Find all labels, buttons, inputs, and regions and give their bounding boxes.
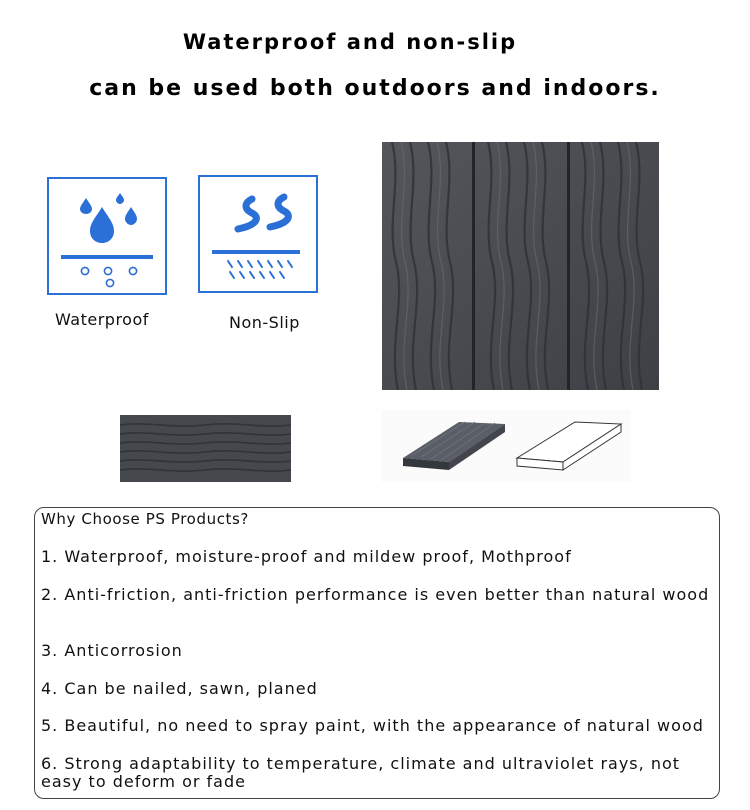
non-slip-label: Non-Slip (229, 313, 300, 332)
wpc-board-surface-image (382, 142, 659, 390)
non-slip-badge (198, 175, 318, 293)
why-item-4: 4. Can be nailed, sawn, planed (41, 679, 318, 698)
waterproof-badge (47, 177, 167, 295)
anti-slip-waves-icon (200, 177, 316, 291)
why-choose-title: Why Choose PS Products? (41, 510, 249, 528)
why-item-5: 5. Beautiful, no need to spray paint, with the appearance of natural wood (41, 716, 704, 735)
why-item-1: 1. Waterproof, moisture-proof and mildew proof, Mothproof (41, 547, 572, 566)
wpc-board-strip-image (120, 415, 291, 482)
why-item-2: 2. Anti-friction, anti-friction performance is even better than natural wood (41, 585, 710, 604)
wpc-board-profile-image (381, 410, 631, 482)
headline-line-1: Waterproof and non-slip (182, 30, 518, 54)
why-item-3: 3. Anticorrosion (41, 641, 183, 660)
waterproof-label: Waterproof (55, 310, 149, 329)
headline-line-2: can be used both outdoors and indoors. (89, 76, 661, 101)
water-drops-icon (49, 179, 165, 293)
why-item-6: 6. Strong adaptability to temperature, climate and ultraviolet rays, not easy to deform or fade (41, 754, 681, 791)
